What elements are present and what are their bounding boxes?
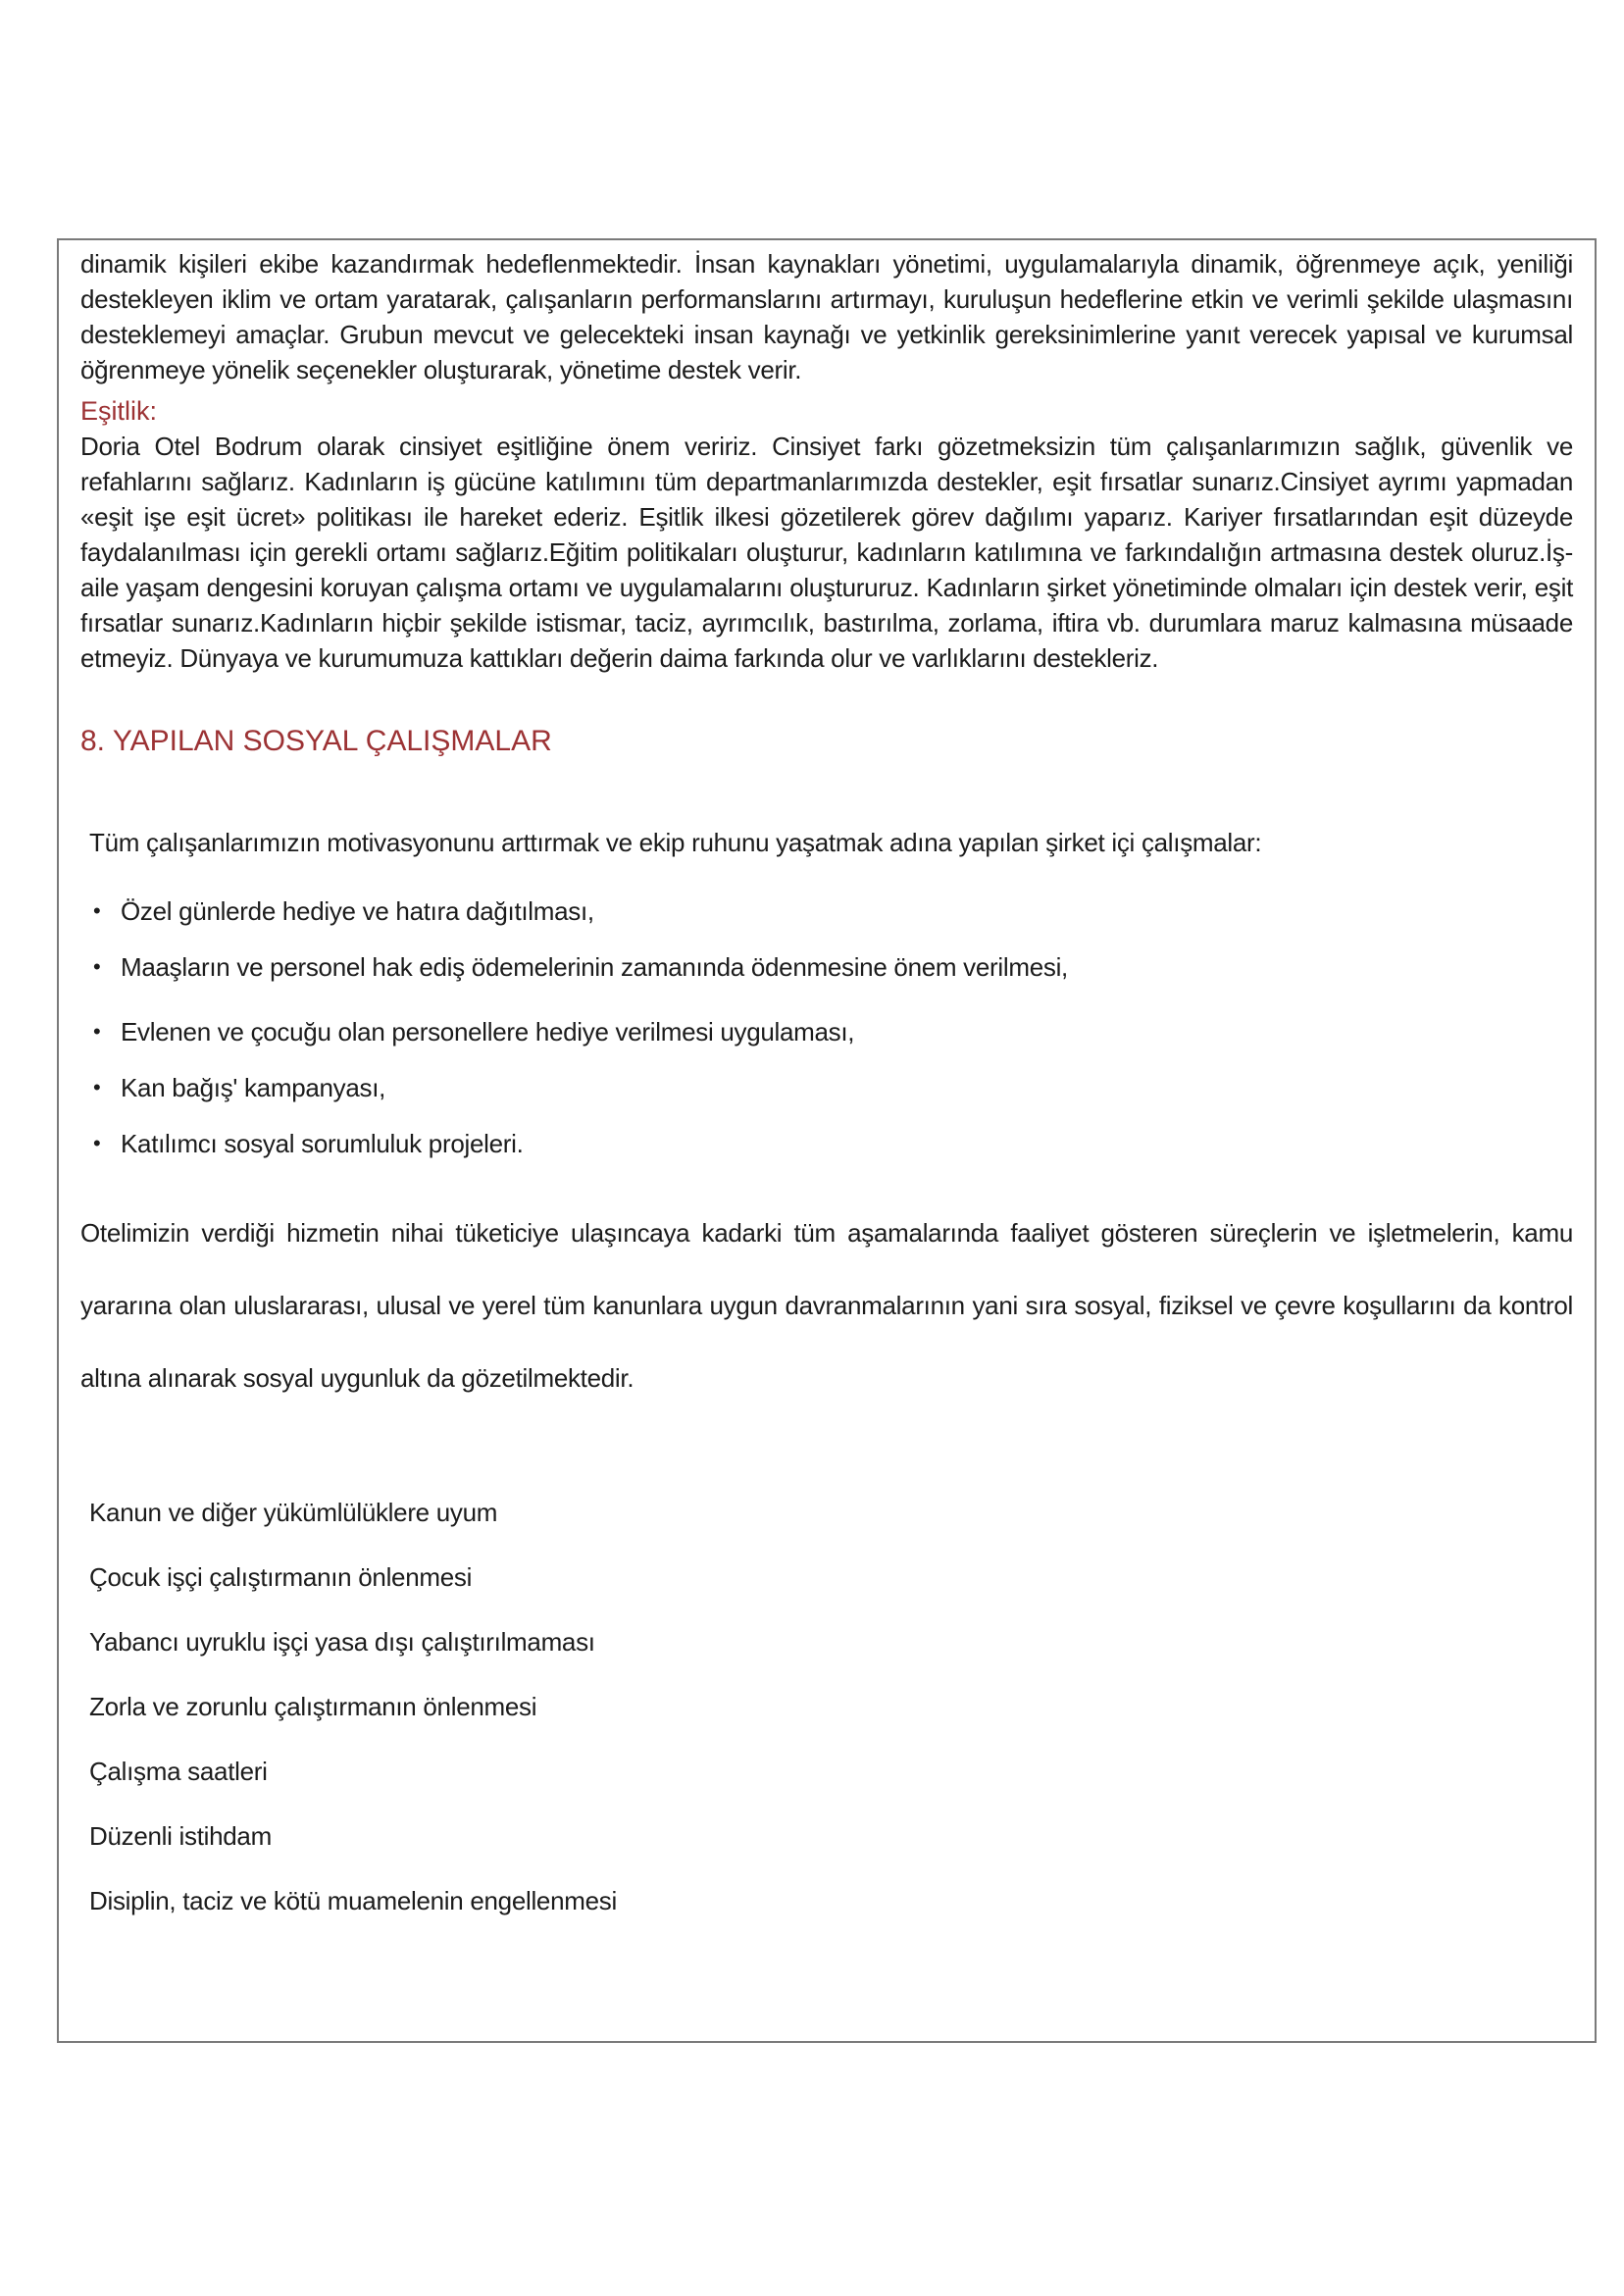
bullet-item-label: Kan bağış' kampanyası, xyxy=(121,1073,386,1102)
bullet-item xyxy=(93,1014,1573,1049)
bullet-icon: • xyxy=(93,1131,101,1155)
paragraph-equality: Doria Otel Bodrum olarak cinsiyet eşitliğine önem veririz. Cinsiyet farkı gözetmeksizin tüm çalışanlarımızın sağlık, güvenlik ve refahlarını sağlarız. Kadınların iş gücüne katılımını tüm departmanlarımızda destekler, eşit fırsatlar sunarız.Cinsiyet ayrımı yapmadan «eşit işe eşit ücret» politikası ile hareket ederiz. Eşitlik ilkesi gözetilerek görev dağılımı yaparız. Kariyer fırsatlarından eşit düzeyde faydalanılması için gerekli ortamı sağlarız.Eğitim politikaları oluşturur, kadınların katılımına ve farkındalığın artmasına destek oluruz.İş-aile yaşam dengesini koruyan çalışma ortamı ve uygulamalarını oluştururuz. Kadınların şirket yönetiminde olmaları için destek verir, eşit fırsatlar sunarız.Kadınların hiçbir şekilde istismar, taciz, ayrımcılık, bastırılma, zorlama, iftira vb. durumlara maruz kalmasına müsaade etmeyiz. Dünyaya ve kurumumuza kattıkları değerin daima farkında olur ve varlıklarını destekleriz. xyxy=(80,432,1573,673)
bullet-item xyxy=(93,949,1573,985)
bullet-item-label: Katılımcı sosyal sorumluluk projeleri. xyxy=(121,1129,524,1158)
bullet-item-label: Evlenen ve çocuğu olan personellere hediye verilmesi uygulaması, xyxy=(121,1017,855,1046)
bullet-icon: • xyxy=(93,898,101,923)
heading-equality: Eşitlik: xyxy=(80,396,158,426)
social-intro-line: Tüm çalışanlarımızın motivasyonunu arttırmak ve ekip ruhunu yaşatmak adına yapılan şirket içi çalışmalar: xyxy=(89,828,1262,857)
compliance-list xyxy=(80,1495,1573,1918)
social-bullet-list xyxy=(80,893,1573,1161)
bullet-item-label: Özel günlerde hediye ve hatıra dağıtılması, xyxy=(121,896,594,926)
bullet-item xyxy=(93,893,1573,929)
bullet-icon: • xyxy=(93,954,101,979)
compliance-item: Disiplin, taciz ve kötü muamelenin engellenmesi xyxy=(89,1886,617,1915)
compliance-item: Düzenli istihdam xyxy=(89,1821,272,1851)
compliance-item: Kanun ve diğer yükümlülüklere uyum xyxy=(89,1498,498,1527)
paragraph-hr-management: dinamik kişileri ekibe kazandırmak hedeflenmektedir. İnsan kaynakları yönetimi, uygulamalarıyla dinamik, öğrenmeye açık, yeniliği destekleyen iklim ve ortam yaratarak, çalışanların performanslarını artırmayı, kuruluşun hedeflerine etkin ve verimli şekilde ulaşmasını desteklemeyi amaçlar. Grubun mevcut ve gelecekteki insan kaynağı ve yetkinlik gereksinimlerine yanıt verecek yapısal ve kurumsal öğrenmeye yönelik seçenekler oluşturarak, yönetime destek verir. xyxy=(80,249,1573,384)
compliance-item: Çocuk işçi çalıştırmanın önlenmesi xyxy=(89,1562,473,1592)
document-box xyxy=(57,238,1597,2043)
bullet-item xyxy=(93,1070,1573,1105)
compliance-item: Zorla ve zorunlu çalıştırmanın önlenmesi xyxy=(89,1692,537,1721)
bullet-icon: • xyxy=(93,1075,101,1099)
bullet-item-label: Maaşların ve personel hak ediş ödemelerinin zamanında ödenmesine önem verilmesi, xyxy=(121,952,1068,982)
bullet-icon: • xyxy=(93,1019,101,1044)
paragraph-social-compliance: Otelimizin verdiği hizmetin nihai tüketiciye ulaşıncaya kadarki tüm aşamalarında faaliyet gösteren süreçlerin ve işletmelerin, kamu yararına olan uluslararası, ulusal ve yerel tüm kanunlara uygun davranmalarının yani sıra sosyal, fiziksel ve çevre koşullarını da kontrol altına alınarak sosyal uygunluk da gözetilmektedir. xyxy=(80,1218,1573,1393)
heading-social-activities: 8. YAPILAN SOSYAL ÇALIŞMALAR xyxy=(80,725,552,757)
bullet-item xyxy=(93,1126,1573,1161)
compliance-item: Çalışma saatleri xyxy=(89,1757,268,1786)
compliance-item: Yabancı uyruklu işçi yasa dışı çalıştırılmaması xyxy=(89,1627,595,1657)
